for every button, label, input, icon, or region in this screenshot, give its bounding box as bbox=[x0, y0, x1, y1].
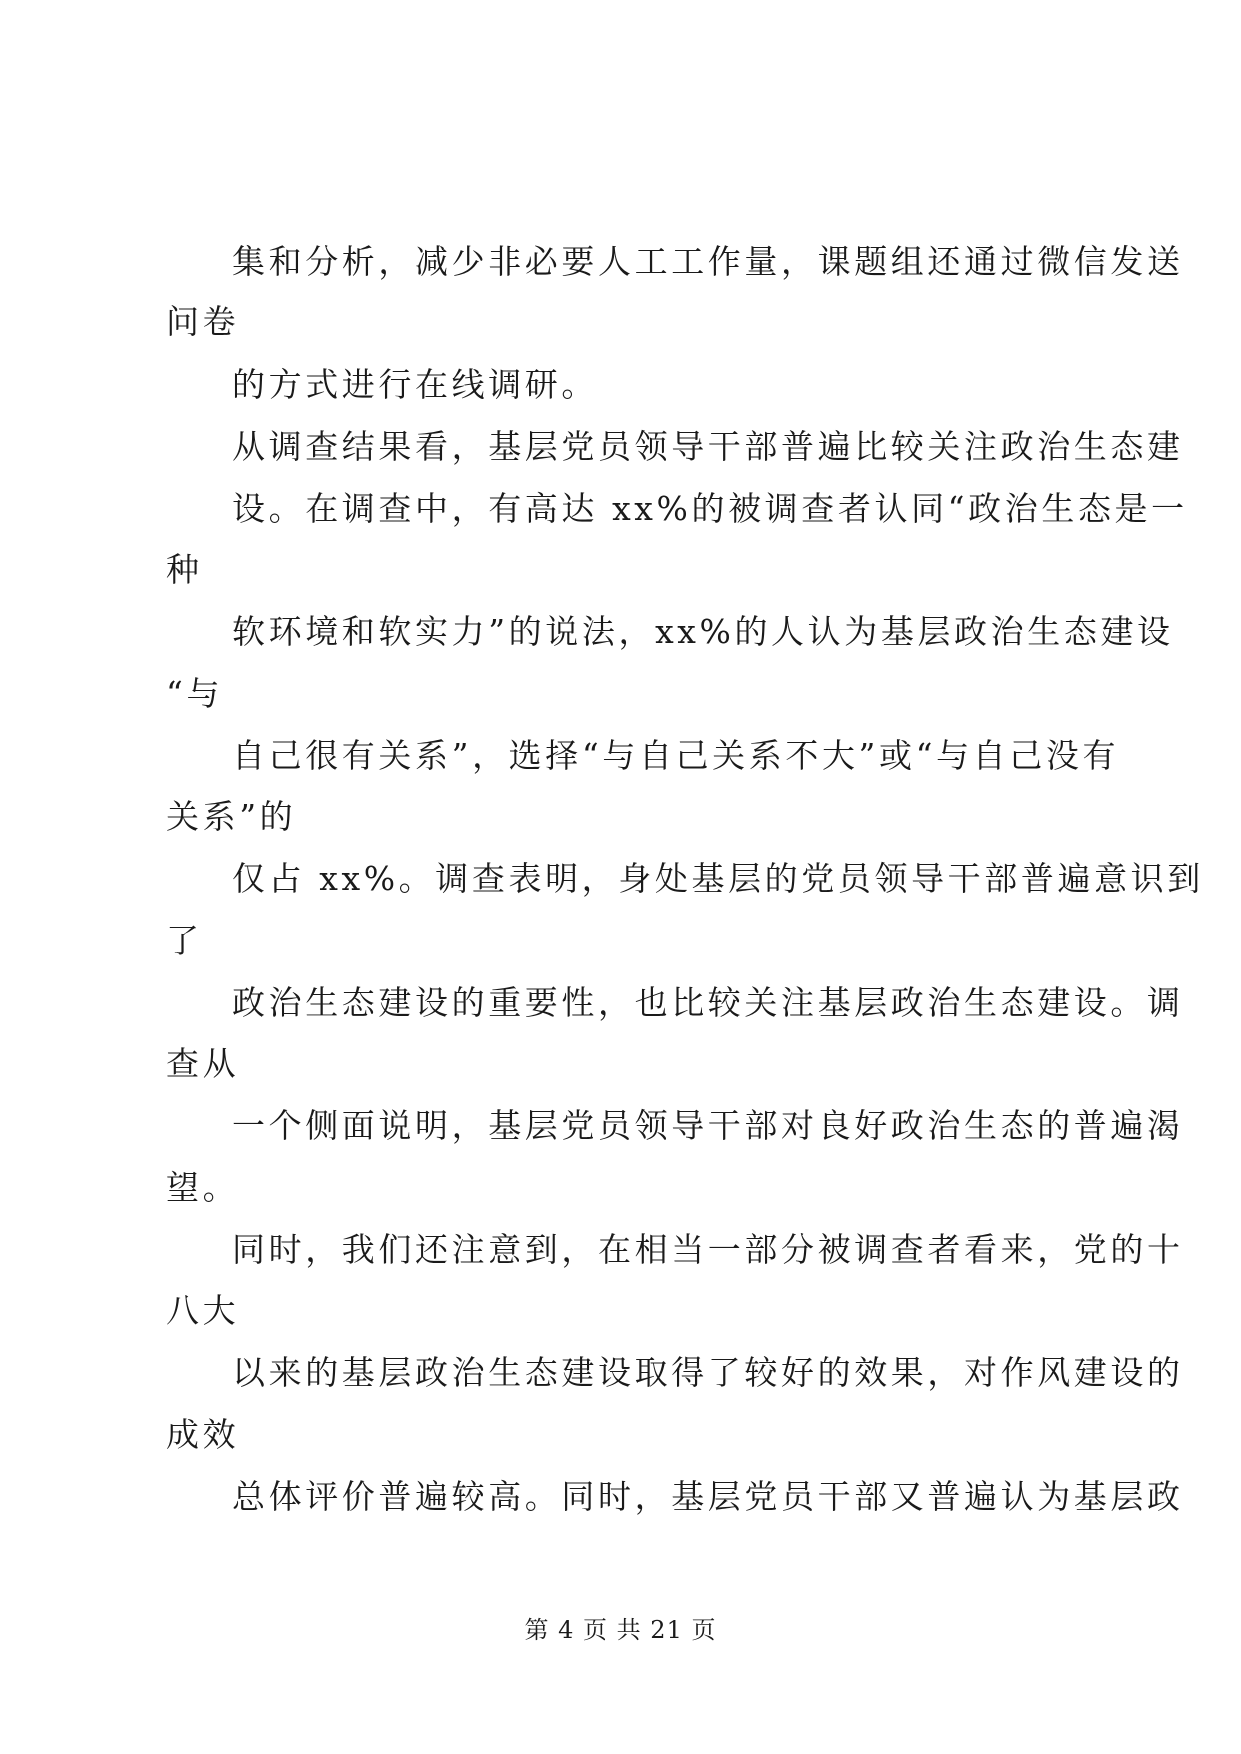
text-line: 总体评价普遍较高。同时，基层党员干部又普遍认为基层政 bbox=[232, 1477, 1184, 1516]
text-line: 以来的基层政治生态建设取得了较好的效果，对作风建设的 bbox=[232, 1353, 1184, 1392]
text-line: 问卷 bbox=[166, 302, 240, 341]
page-footer: 第 4 页 共 21 页 bbox=[524, 1616, 717, 1644]
text-line: 同时，我们还注意到，在相当一部分被调查者看来，党的十 bbox=[232, 1230, 1184, 1269]
text-line: 自己很有关系”，选择“与自己关系不大”或“与自己没有 bbox=[232, 736, 1120, 775]
text-line: 设。在调查中，有高达 xx%的被调查者认同“政治生态是一 bbox=[232, 489, 1188, 528]
text-line: 仅占 xx%。调查表明，身处基层的党员领导干部普遍意识到 bbox=[232, 859, 1204, 898]
text-line: 集和分析，减少非必要人工工作量，课题组还通过微信发送 bbox=[232, 242, 1184, 281]
text-line: 成效 bbox=[166, 1415, 240, 1454]
text-line: 的方式进行在线调研。 bbox=[232, 365, 598, 404]
text-line: 查从 bbox=[166, 1044, 240, 1083]
text-line: 八大 bbox=[166, 1291, 240, 1330]
text-line: 了 bbox=[166, 921, 203, 960]
text-line: “与 bbox=[166, 674, 224, 713]
text-line: 望。 bbox=[166, 1168, 240, 1207]
text-line: 软环境和软实力”的说法，xx%的人认为基层政治生态建设 bbox=[232, 612, 1174, 651]
text-line: 一个侧面说明，基层党员领导干部对良好政治生态的普遍渴 bbox=[232, 1106, 1184, 1145]
text-line: 政治生态建设的重要性，也比较关注基层政治生态建设。调 bbox=[232, 983, 1184, 1022]
text-line: 关系”的 bbox=[166, 797, 297, 836]
text-line: 从调查结果看，基层党员领导干部普遍比较关注政治生态建 bbox=[232, 427, 1184, 466]
text-line: 种 bbox=[166, 550, 203, 589]
